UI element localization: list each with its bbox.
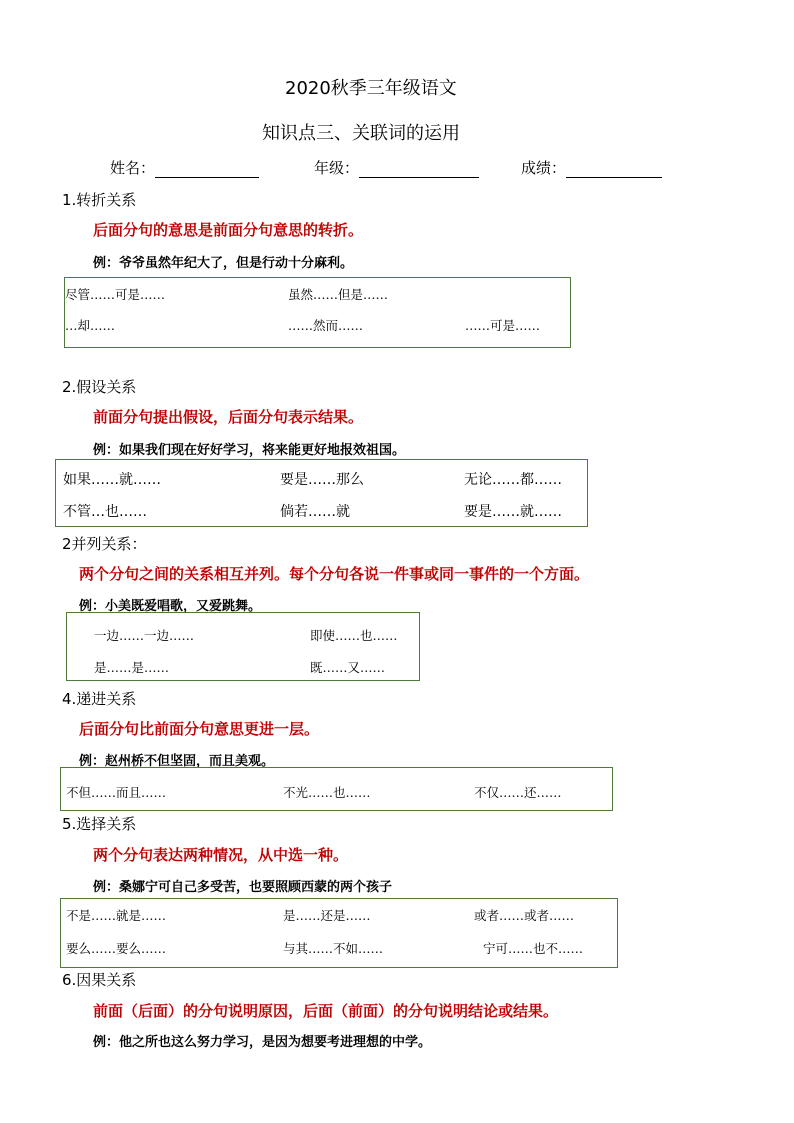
connective-item: 尽管……可是…… <box>65 287 166 302</box>
connective-item: 倘若……就 <box>280 504 350 520</box>
name-label: 姓名： <box>110 159 156 177</box>
section-description: 两个分句之间的关系相互并列。每个分句各说一件事或同一事件的一个方面。 <box>79 565 590 583</box>
connective-item: 是……是…… <box>94 660 170 675</box>
connective-item: 虽然……但是…… <box>288 287 389 302</box>
grade-label: 年级： <box>314 159 360 177</box>
section-example: 例：如果我们现在好好学习，将来能更好地报效祖国。 <box>93 443 406 458</box>
connective-item: 与其……不如…… <box>283 941 384 956</box>
connective-item: 既……又…… <box>310 660 386 675</box>
connective-item: 要么……要么…… <box>66 941 167 956</box>
page-subtitle: 知识点三、关联词的运用 <box>262 123 460 144</box>
grade-field <box>314 157 479 178</box>
score-blank[interactable] <box>566 159 662 178</box>
connective-item: 或者……或者…… <box>474 908 575 923</box>
section-heading: 6.因果关系 <box>62 971 137 989</box>
connective-item: …却…… <box>65 318 116 333</box>
connective-item: 无论……都…… <box>464 472 562 488</box>
connective-box <box>60 898 618 968</box>
grade-blank[interactable] <box>359 159 479 178</box>
name-blank[interactable] <box>155 159 259 178</box>
connective-item: 不但……而且…… <box>66 785 167 800</box>
section-heading: 1.转折关系 <box>62 191 137 209</box>
connective-box <box>66 612 420 681</box>
connective-item: 不管…也…… <box>63 504 147 520</box>
connective-item: ……然而…… <box>288 318 364 333</box>
connective-box <box>64 277 571 348</box>
page-title: 2020秋季三年级语文 <box>285 78 457 99</box>
connective-item: 不仅……还…… <box>474 785 562 800</box>
connective-item: 不是……就是…… <box>66 908 167 923</box>
connective-item: 宁可……也不…… <box>483 941 584 956</box>
connective-item: 不光……也…… <box>283 785 371 800</box>
connective-item: 是……还是…… <box>283 908 371 923</box>
section-description: 前面（后面）的分句说明原因，后面（前面）的分句说明结论或结果。 <box>93 1002 559 1020</box>
name-field <box>110 157 259 178</box>
connective-item: 一边……一边…… <box>94 628 195 643</box>
section-description: 两个分句表达两种情况，从中选一种。 <box>93 846 349 864</box>
connective-item: 要是……那么 <box>280 472 364 488</box>
section-description: 后面分句的意思是前面分句意思的转折。 <box>93 221 364 239</box>
connective-item: ……可是…… <box>465 318 541 333</box>
connective-item: 如果……就…… <box>63 472 161 488</box>
section-heading: 4.递进关系 <box>62 690 137 708</box>
section-example: 例：爷爷虽然年纪大了，但是行动十分麻利。 <box>93 256 354 271</box>
section-example: 例：赵州桥不但坚固，而且美观。 <box>79 754 275 769</box>
connective-item: 即使……也…… <box>310 628 398 643</box>
score-field <box>521 157 662 178</box>
section-heading: 2.假设关系 <box>62 378 137 396</box>
section-example: 例：桑娜宁可自己多受苦，也要照顾西蒙的两个孩子 <box>93 880 393 895</box>
section-heading: 5.选择关系 <box>62 815 137 833</box>
score-label: 成绩： <box>521 159 567 177</box>
connective-box <box>55 459 588 527</box>
connective-item: 要是……就…… <box>464 504 562 520</box>
connective-box <box>60 767 613 811</box>
section-example: 例：小美既爱唱歌，又爱跳舞。 <box>79 599 262 614</box>
section-example: 例：他之所也这么努力学习，是因为想要考进理想的中学。 <box>93 1035 432 1050</box>
section-description: 前面分句提出假设，后面分句表示结果。 <box>93 408 364 426</box>
section-heading: 2并列关系： <box>62 535 147 553</box>
section-description: 后面分句比前面分句意思更进一层。 <box>79 720 320 738</box>
